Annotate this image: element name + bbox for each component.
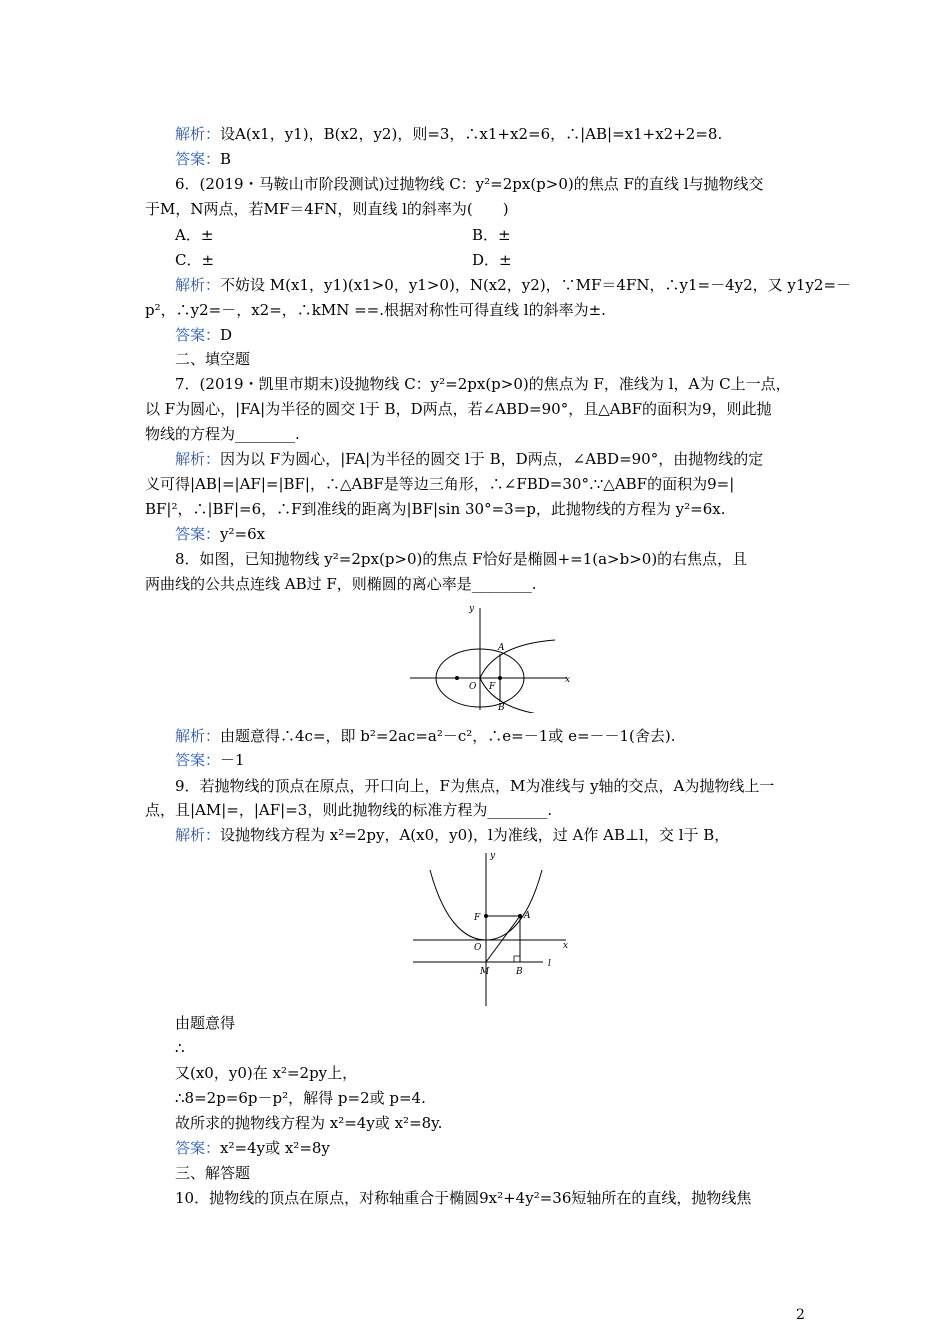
ellipse-parabola-figure [405, 598, 575, 713]
q6-option-c: C．± [175, 251, 215, 269]
q7-analysis-line3: BF|²，∴|BF|=6，∴F到准线的距离为|BF|sin 30°=3=p，此抛物线的方程为 y²=6x. [145, 500, 726, 518]
q9-step4: ∴8=2p=6p－p²，解得 p=2或 p=4. [175, 1089, 426, 1107]
q9-answer: 答案：x²=4y或 x²=8y [175, 1139, 330, 1157]
q8-analysis: 解析：由题意得∴4c=，即 b²=2ac=a²－c²，∴e=－1或 e=－－1(舍去). [175, 727, 676, 745]
label-a: A [498, 643, 505, 653]
q10-stem-line1: 10．抛物线的顶点在原点，对称轴重合于椭圆9x²+4y²=36短轴所在的直线，抛物线焦 [175, 1189, 752, 1207]
label-b: B [516, 967, 523, 977]
q9-step1: 由题意得 [175, 1014, 236, 1032]
q8-answer: 答案：－1 [175, 751, 245, 769]
q9-stem-line1: 9．若抛物线的顶点在原点，开口向上，F为焦点，M为准线与 y轴的交点，A为抛物线上一 [175, 777, 775, 795]
q7-stem-line3: 物线的方程为________. [145, 425, 300, 443]
label-b: B [498, 703, 505, 713]
parabola-figure [408, 848, 573, 1008]
q6-stem-line1: 6．(2019・马鞍山市阶段测试)过抛物线 C：y²=2px(p>0)的焦点 F的直线 l与抛物线交 [175, 175, 764, 193]
page-number: 2 [796, 1307, 805, 1323]
q6-stem-line2: 于M，N两点，若MF＝4FN，则直线 l的斜率为( ) [145, 200, 509, 218]
q7-analysis-line1: 解析：因为以 F为圆心，|FA|为半径的圆交 l于 B，D两点，∠ABD=90°，由抛物线的定 [175, 450, 764, 468]
q5-answer: 答案：B [175, 150, 232, 168]
label-y: y [490, 851, 496, 861]
label-a: A [524, 911, 531, 921]
answer-label: 答案： [175, 150, 221, 168]
label-y: y [469, 604, 475, 614]
q8-stem-line1: 8．如图，已知抛物线 y²=2px(p>0)的焦点 F恰好是椭圆+=1(a>b>0)的右焦点，且 [175, 550, 748, 568]
focus-point [484, 914, 488, 918]
q7-answer: 答案：y²=6x [175, 525, 266, 543]
label-x: x [563, 941, 569, 951]
label-m: M [480, 967, 490, 977]
q7-stem-line1: 7．(2019・凯里市期末)设抛物线 C：y²=2px(p>0)的焦点为 F，准线为 l，A为 C上一点， [175, 375, 791, 393]
q5-analysis: 解析：设A(x1，y1)，B(x2，y2)，则=3，∴x1+x2=6，∴|AB|=x1+x2+2=8. [175, 125, 723, 143]
q9-stem-line2: 点，且|AM|=，|AF|=3，则此抛物线的标准方程为________. [145, 801, 553, 819]
segment-am [486, 916, 520, 962]
analysis-label: 解析： [175, 125, 221, 143]
q9-step3: 又(x0，y0)在 x²=2py上， [175, 1064, 358, 1082]
q7-analysis-line2: 义可得|AB|=|AF|=|BF|，∴△ABF是等边三角形，∴∠FBD=30°.∵△ABF的面积为9=| [145, 475, 735, 493]
q9-step5: 故所求的抛物线方程为 x²=4y或 x²=8y. [175, 1114, 443, 1132]
q9-analysis: 解析：设抛物线方程为 x²=2py，A(x0，y0)，l为准线，过 A作 AB⊥l，交 l于 B， [175, 826, 730, 844]
right-angle-mark [514, 956, 520, 962]
focus-point [498, 676, 502, 680]
q9-step2: ∴ [175, 1039, 185, 1057]
label-x: x [565, 675, 571, 685]
label-f: F [489, 682, 496, 692]
q6-analysis-line1: 解析：不妨设 M(x1，y1)(x1>0，y1>0)，N(x2，y2)，∵MF＝4FN，∴y1=－4y2，又 y1y2=－ [175, 276, 852, 294]
label-o: O [469, 682, 477, 692]
left-focus-point [455, 676, 459, 680]
q8-stem-line2: 两曲线的公共点连线 AB过 F，则椭圆的离心率是________. [145, 575, 537, 593]
q6-option-d: D．± [472, 251, 512, 269]
parabola [480, 640, 555, 713]
q7-stem-line2: 以 F为圆心，|FA|为半径的圆交 l于 B，D两点，若∠ABD=90°，且△ABF的面积为9，则此抛 [145, 400, 772, 418]
q6-answer: 答案：D [175, 326, 233, 344]
q6-option-a: A．± [175, 226, 214, 244]
section-solve: 三、解答题 [175, 1164, 251, 1182]
section-fill-in: 二、填空题 [175, 350, 251, 368]
label-l: l [548, 959, 551, 969]
point-a [518, 914, 522, 918]
label-f: F [474, 913, 481, 923]
q6-option-b: B．± [472, 226, 511, 244]
label-o: O [474, 943, 482, 953]
q6-analysis-line2: p²，∴y2=－，x2=，∴kMN ==.根据对称性可得直线 l的斜率为±. [145, 301, 606, 319]
